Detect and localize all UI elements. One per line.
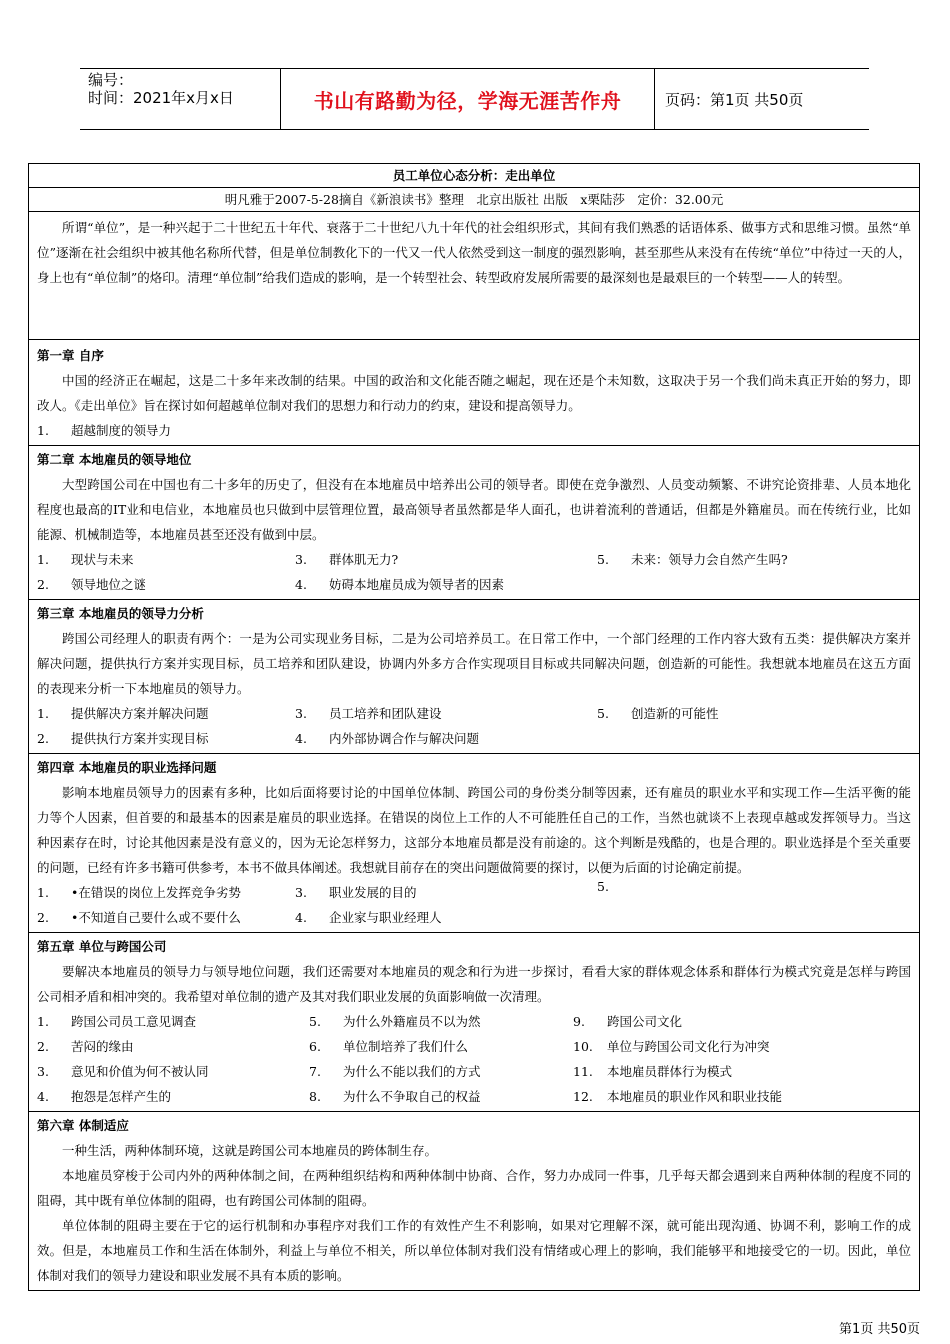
toc-number: 5. [597,706,609,721]
chapter-toc [37,880,911,930]
toc-number: 10. [573,1039,593,1054]
chapter-title: 第六章 体制适应 [37,1118,129,1133]
toc-row [37,726,911,751]
toc-number: 4. [295,910,307,925]
toc-item [37,1009,309,1034]
toc-text: 单位与跨国公司文化行为冲突 [607,1039,770,1054]
chapter-title: 第四章 本地雇员的职业选择问题 [37,760,217,775]
toc-number: 12. [573,1089,593,1104]
toc-item [295,547,597,572]
chapter-toc [37,547,911,597]
toc-number: 1. [37,423,49,438]
toc-number: 3. [295,552,307,567]
toc-number: 3. [37,1064,49,1079]
toc-item [309,1009,573,1034]
toc-text: •不知道自己要什么或不要什么 [71,910,241,925]
toc-number: 6. [309,1039,321,1054]
toc-item [295,905,597,930]
toc-item [309,1084,573,1109]
header-motto: 书山有路勤为径，学海无涯苦作舟 [281,69,655,129]
toc-item [295,880,597,905]
toc-number: 5. [597,552,609,567]
toc-number: 2. [37,910,49,925]
toc-text: 本地雇员的职业作风和职业技能 [607,1089,783,1104]
toc-row [37,547,911,572]
toc-item [37,418,171,443]
toc-item [37,880,295,905]
toc-text: 提供解决方案并解决问题 [71,706,209,721]
toc-number: 11. [573,1064,593,1079]
toc-text: 跨国公司文化 [607,1014,683,1029]
toc-text: 妨碍本地雇员成为领导者的因素 [329,577,505,592]
toc-text: 职业发展的目的 [329,885,417,900]
chapter-text: 一种生活，两种体制环境，这就是跨国公司本地雇员的跨体制生存。 [62,1143,438,1158]
toc-text: 未来：领导力会自然产生吗? [631,552,788,567]
toc-number: 2. [37,731,49,746]
toc-number: 9. [573,1014,585,1029]
toc-item [573,1009,873,1034]
number-label: 编号： [88,71,134,89]
toc-text: 本地雇员群体行为模式 [607,1064,733,1079]
header-page-label: 页码：第1页 共50页 [665,90,804,109]
toc-number: 1. [37,552,49,567]
toc-text: 提供执行方案并实现目标 [71,731,209,746]
toc-number: 8. [309,1089,321,1104]
toc-item [295,572,597,597]
toc-text: 员工培养和团队建设 [329,706,442,721]
chapter-text: 本地雇员穿梭于公司内外的两种体制之间，在两种组织结构和两种体制中协商、合作，努力办成同一件事，几乎每天都会遇到来自两种体制的程度不同的阻碍，其中既有单位体制的阻碍，也有跨国公司体制的阻碍。 [37,1168,911,1208]
header-meta [80,69,281,129]
chapter-5 [29,933,919,1112]
toc-text: 单位制培养了我们什么 [343,1039,469,1054]
toc-number: 2. [37,1039,49,1054]
toc-item [573,1034,873,1059]
toc-item [37,905,295,930]
toc-text: 为什么不争取自己的权益 [343,1089,481,1104]
page-header [80,68,869,130]
toc-number: 1. [37,706,49,721]
toc-item [37,701,295,726]
toc-item [295,701,597,726]
chapter-toc [37,418,911,443]
chapter-title: 第一章 自序 [37,348,104,363]
chapter-2 [29,446,919,600]
intro-section [29,212,919,340]
toc-number: 4. [295,731,307,746]
toc-text: 创造新的可能性 [631,706,719,721]
toc-text: 超越制度的领导力 [71,423,172,438]
toc-number: 5. [309,1014,321,1029]
time-label: 时间：2021年x月x日 [88,89,234,107]
toc-row [37,905,911,930]
toc-number: 7. [309,1064,321,1079]
toc-item [573,1084,873,1109]
toc-number: 4. [37,1089,49,1104]
toc-number: 1. [37,1014,49,1029]
toc-item [295,726,597,751]
toc-item [597,874,897,905]
chapter-title: 第二章 本地雇员的领导地位 [37,452,192,467]
toc-item [597,547,897,572]
toc-item [37,1059,309,1084]
chapter-text: 要解决本地雇员的领导力与领导地位问题，我们还需要对本地雇员的观念和行为进一步探讨，看看大家的群体观念体系和群体行为模式究竟是怎样与跨国公司相矛盾和相冲突的。我希望对单位制的遗产及其对我们职业发展的负面影响做一次清理。 [37,964,911,1004]
chapter-text: 跨国公司经理人的职责有两个：一是为公司实现业务目标，二是为公司培养员工。在日常工作中，一个部门经理的工作内容大致有五类：提供解决方案并解决问题，提供执行方案并实现目标，员工培养和团队建设，协调内外多方合作实现项目目标或共同解决问题，创造新的可能性。我想就本地雇员在这五方面的表现来分析一下本地雇员的领导力。 [37,631,911,696]
toc-text: 为什么外籍雇员不以为然 [343,1014,481,1029]
toc-text: 群体肌无力? [329,552,399,567]
intro-text: 所谓“单位”，是一种兴起于二十世纪五十年代、衰落于二十世纪八九十年代的社会组织形式，其间有我们熟悉的话语体系、做事方式和思维习惯。虽然“单位”逐渐在社会组织中被其他名称所代替，但是单位制教化下的一代又一代人依然受到这一制度的强烈影响，甚至那些从来没有在传统“单位”中待过一天的人，身上也有“单位制”的烙印。清理“单位制”给我们造成的影响，是一个转型社会、转型政府发展所需要的最深刻也是最艰巨的一个转型——人的转型。 [37,220,911,285]
chapter-title: 第五章 单位与跨国公司 [37,939,167,954]
chapter-3 [29,600,919,754]
toc-item [573,1059,873,1084]
chapter-toc [37,701,911,751]
toc-row [37,701,911,726]
toc-item [37,1084,309,1109]
toc-number: 4. [295,577,307,592]
toc-text: 苦闷的缘由 [71,1039,134,1054]
chapter-toc [37,1009,911,1109]
toc-row [37,1084,911,1109]
chapter-text: 影响本地雇员领导力的因素有多种，比如后面将要讨论的中国单位体制、跨国公司的身份类分制等因素，还有雇员的职业水平和实现工作—生活平衡的能力等个人因素，但首要的和最基本的因素是雇员的职业选择。在错误的岗位上工作的人不可能胜任自己的工作，当然也就谈不上表现卓越或发挥领导力。当这种因素存在时，讨论其他因素是没有意义的，因为无论怎样努力，这部分本地雇员都是没有前途的。这个判断是残酷的，也是合理的。职业选择是个至关重要的问题，已经有许多书籍可供参考，本书不做具体阐述。我想就目前存在的突出问题做简要的探讨，以便为后面的讨论确定前提。 [37,785,911,875]
toc-text: 领导地位之谜 [71,577,147,592]
chapter-text: 中国的经济正在崛起，这是二十多年来改制的结果。中国的政治和文化能否随之崛起，现在还是个未知数，这取决于另一个我们尚未真正开始的努力，即改人。《走出单位》旨在探讨如何超越单位制对我们的思想力和行动力的约束，建设和提高领导力。 [37,373,911,413]
toc-text: 为什么不能以我们的方式 [343,1064,481,1079]
toc-row [37,1034,911,1059]
chapter-6 [29,1112,919,1290]
chapter-text: 大型跨国公司在中国也有二十多年的历史了，但没有在本地雇员中培养出公司的领导者。即使在竞争激烈、人员变动频繁、不讲究论资排辈、人员本地化程度也最高的IT业和电信业，本地雇员也只做到中层管理位置，最高领导者虽然都是华人面孔，也讲着流利的普通话，但都是外籍雇员。而在传统行业，比如能源、机械制造等，本地雇员甚至还没有做到中层。 [37,477,911,542]
toc-row [37,572,911,597]
toc-number: 2. [37,577,49,592]
chapter-text: 单位体制的阻碍主要在于它的运行机制和办事程序对我们工作的有效性产生不利影响，如果对它理解不深，就可能出现沟通、协调不利，影响工作的成效。但是，本地雇员工作和生活在体制外，利益上与单位不相关，所以单位体制对我们没有情绪或心理上的影响，我们能够平和地接受它的一切。因此，单位体制对我们的领导力建设和职业发展不具有本质的影响。 [37,1218,911,1283]
document-table [28,163,920,1291]
chapter-1 [29,340,919,446]
toc-row [37,1009,911,1034]
toc-number: 3. [295,706,307,721]
toc-text: 内外部协调合作与解决问题 [329,731,480,746]
document-byline: 明凡雅于2007-5-28摘自《新浪读书》整理 北京出版社 出版 x栗陆莎 定价：32.00元 [29,188,919,212]
toc-text: 抱怨是怎样产生的 [71,1089,172,1104]
toc-number: 1. [37,885,49,900]
chapter-title: 第三章 本地雇员的领导力分析 [37,606,204,621]
toc-item [37,572,295,597]
toc-text: 企业家与职业经理人 [329,910,442,925]
document-title: 员工单位心态分析：走出单位 [29,164,919,188]
toc-row [37,418,911,443]
toc-row [37,1059,911,1084]
chapter-4 [29,754,919,933]
toc-item [597,701,897,726]
toc-item [37,726,295,751]
page-footer: 第1页 共50页 [839,1322,920,1337]
toc-number: 3. [295,885,307,900]
toc-item [309,1034,573,1059]
toc-item [37,547,295,572]
toc-item [37,1034,309,1059]
toc-text: •在错误的岗位上发挥竞争劣势 [71,885,241,900]
toc-text: 跨国公司员工意见调查 [71,1014,197,1029]
toc-row [37,880,911,905]
toc-number: 5. [597,879,609,894]
toc-text: 现状与未来 [71,552,134,567]
toc-text: 意见和价值为何不被认同 [71,1064,209,1079]
toc-item [309,1059,573,1084]
